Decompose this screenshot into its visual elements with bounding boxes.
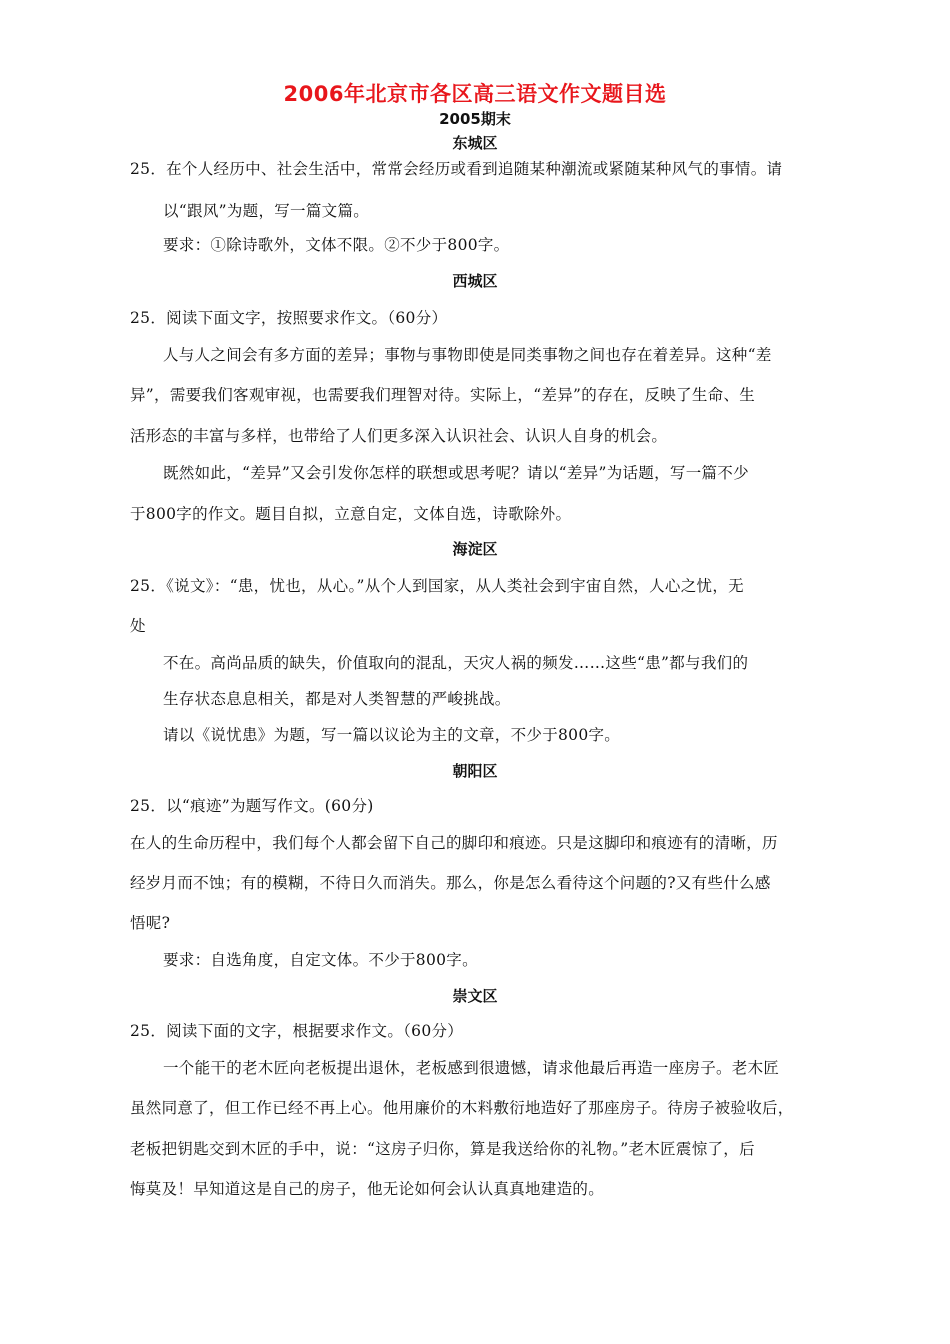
- question-line: 经岁月而不蚀；有的模糊，不待日久而消失。那么，你是怎么看待这个问题的?又有些什么感: [130, 874, 771, 892]
- question-line: 不在。高尚品质的缺失，价值取向的混乱，天灾人祸的频发……这些“患”都与我们的: [163, 654, 749, 672]
- question-line: 既然如此，“差异”又会引发你怎样的联想或思考呢？请以“差异”为话题，写一篇不少: [163, 464, 749, 482]
- question-line: 生存状态息息相关，都是对人类智慧的严峻挑战。: [163, 690, 511, 708]
- question-line: 异”，需要我们客观审视，也需要我们理智对待。实际上，“差异”的存在，反映了生命、生: [130, 386, 756, 404]
- requirement-line: 请以《说忧患》为题，写一篇以议论为主的文章，不少于800字。: [163, 726, 621, 744]
- document-subtitle: 2005期末: [439, 110, 511, 128]
- document-title: 2006年北京市各区高三语文作文题目选: [283, 82, 667, 106]
- question-line: 在人的生命历程中，我们每个人都会留下自己的脚印和痕迹。只是这脚印和痕迹有的清晰，历: [130, 834, 778, 852]
- district-heading-xicheng: 西城区: [452, 272, 498, 290]
- question-line: 25．阅读下面的文字，根据要求作文。（60分）: [130, 1022, 464, 1040]
- question-line: 虽然同意了，但工作已经不再上心。他用廉价的木料敷衍地造好了那座房子。待房子被验收后，: [130, 1099, 794, 1117]
- question-line: 25．《说文》：“患，忧也，从心。”从个人到国家，从人类社会到宇宙自然，人心之忧，无: [130, 577, 744, 595]
- question-line: 25．以“痕迹”为题写作文。(60分): [130, 797, 374, 815]
- district-heading-dongcheng: 东城区: [452, 134, 498, 152]
- question-line: 25．在个人经历中、社会生活中，常常会经历或看到追随某种潮流或紧随某种风气的事情。请: [130, 160, 783, 178]
- question-line: 悟呢?: [130, 914, 171, 932]
- district-heading-haidian: 海淀区: [452, 540, 498, 558]
- requirement-line: 要求：自选角度，自定文体。不少于800字。: [163, 951, 478, 969]
- question-line: 25．阅读下面文字，按照要求作文。（60分）: [130, 309, 448, 327]
- question-line: 人与人之间会有多方面的差异；事物与事物即使是同类事物之间也存在着差异。这种“差: [163, 346, 772, 364]
- question-line: 悔莫及！早知道这是自己的房子，他无论如何会认认真真地建造的。: [130, 1180, 605, 1198]
- district-heading-chongwen: 崇文区: [452, 987, 498, 1005]
- question-line: 一个能干的老木匠向老板提出退休，老板感到很遗憾，请求他最后再造一座房子。老木匠: [163, 1059, 780, 1077]
- question-line: 于800字的作文。题目自拟，立意自定，文体自选，诗歌除外。: [130, 505, 572, 523]
- question-line: 以“跟风”为题，写一篇文篇。: [163, 202, 370, 220]
- requirement-line: 要求：①除诗歌外，文体不限。②不少于800字。: [163, 236, 510, 254]
- district-heading-chaoyang: 朝阳区: [452, 762, 498, 780]
- question-line: 处: [130, 617, 146, 635]
- question-line: 老板把钥匙交到木匠的手中，说：“这房子归你，算是我送给你的礼物。”老木匠震惊了，后: [130, 1140, 755, 1158]
- question-line: 活形态的丰富与多样，也带给了人们更多深入认识社会、认识人自身的机会。: [130, 427, 668, 445]
